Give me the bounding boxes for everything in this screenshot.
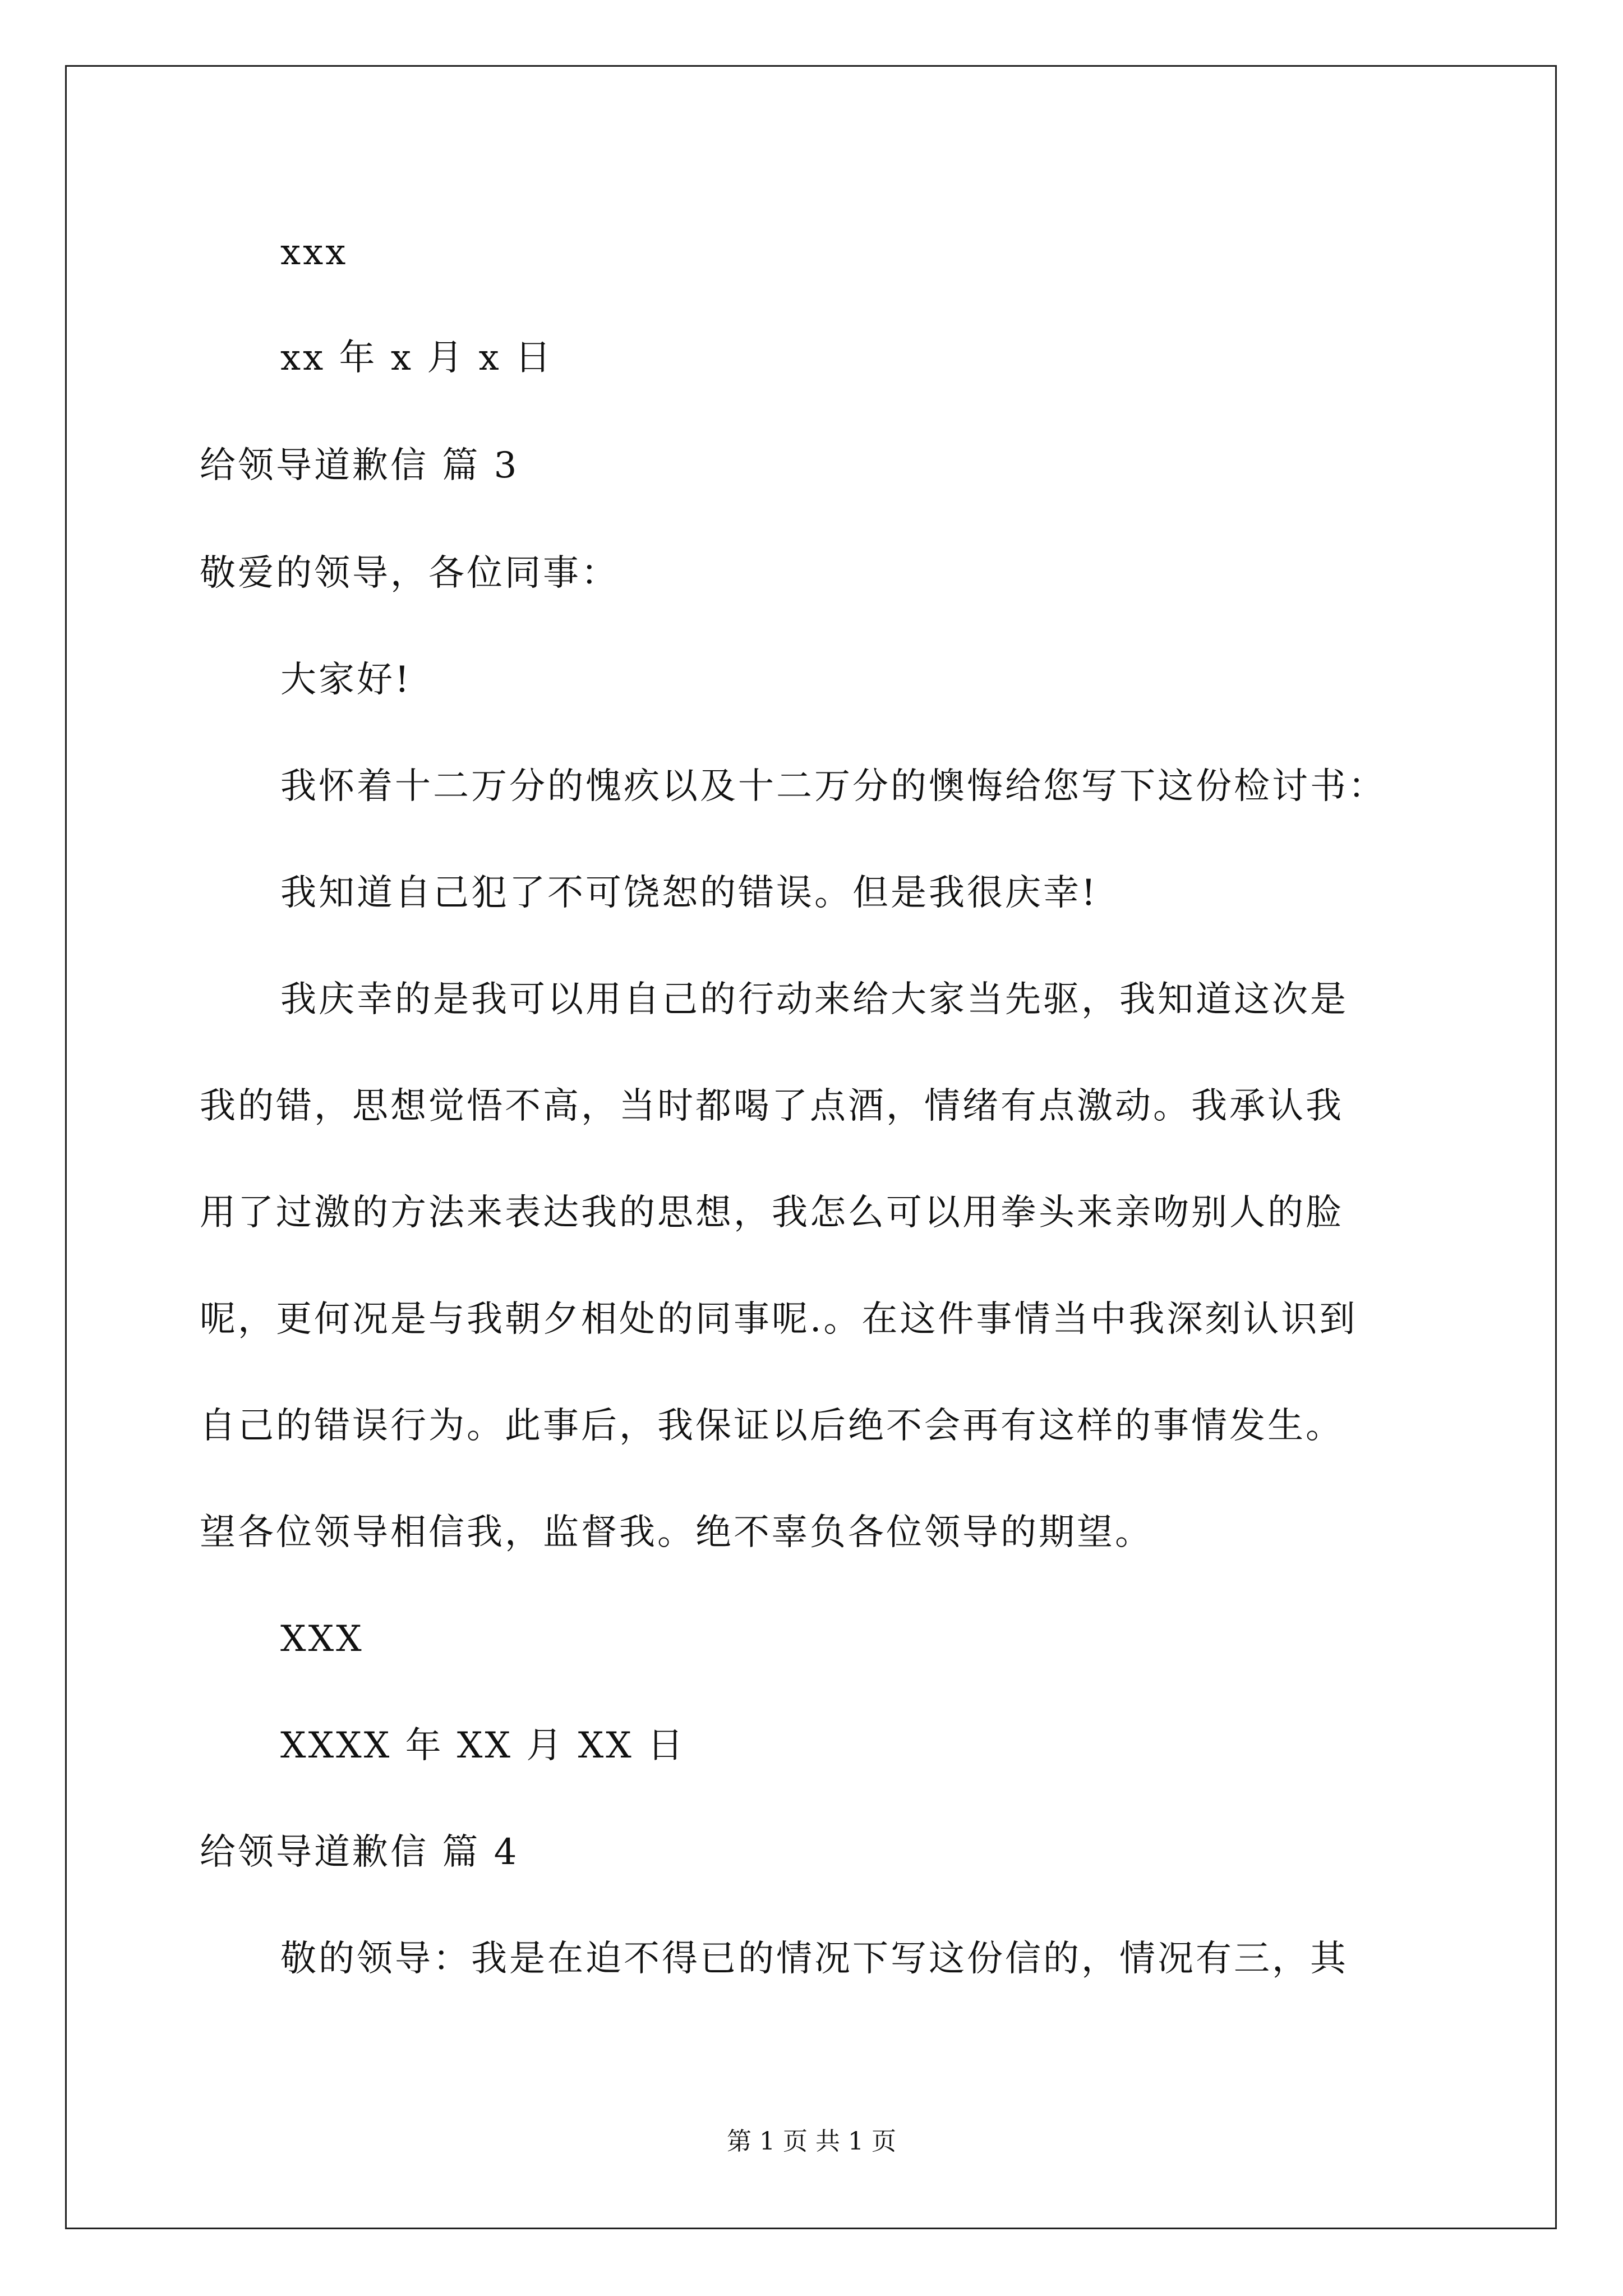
paragraph-line: 望各位领导相信我，监督我。绝不辜负各位领导的期望。	[200, 1512, 1153, 1553]
paragraph-line: 敬的领导：我是在迫不得已的情况下写这份信的，情况有三，其	[280, 1938, 1348, 1980]
page-border	[65, 65, 1557, 2229]
paragraph-line: 我知道自己犯了不可饶恕的错误。但是我很庆幸!	[280, 872, 1098, 914]
signature-line: xxx	[280, 232, 348, 273]
greeting: 大家好!	[280, 659, 412, 701]
paragraph-line: 自己的错误行为。此事后，我保证以后绝不会再有这样的事情发生。	[200, 1405, 1344, 1447]
paragraph-line: 呢，更何况是与我朝夕相处的同事呢.。在这件事情当中我深刻认识到	[200, 1299, 1358, 1340]
signature-line: XXX	[280, 1618, 364, 1660]
page-number-footer: 第 1 页 共 1 页	[727, 2127, 896, 2156]
paragraph-line: 我的错，思想觉悟不高，当时都喝了点酒，情绪有点激动。我承认我	[200, 1085, 1344, 1127]
section-heading: 给领导道歉信 篇 3	[200, 445, 519, 486]
date-line: xx 年 x 月 x 日	[280, 337, 554, 379]
section-heading: 给领导道歉信 篇 4	[200, 1832, 519, 1873]
salutation: 敬爱的领导，各位同事：	[200, 553, 619, 594]
date-line: XXXX 年 XX 月 XX 日	[280, 1725, 686, 1766]
paragraph-line: 我怀着十二万分的愧疚以及十二万分的懊悔给您写下这份检讨书：	[280, 766, 1386, 807]
paragraph-line: 用了过激的方法来表达我的思想，我怎么可以用拳头来亲吻别人的脸	[200, 1192, 1344, 1234]
paragraph-line: 我庆幸的是我可以用自己的行动来给大家当先驱，我知道这次是	[280, 979, 1348, 1020]
